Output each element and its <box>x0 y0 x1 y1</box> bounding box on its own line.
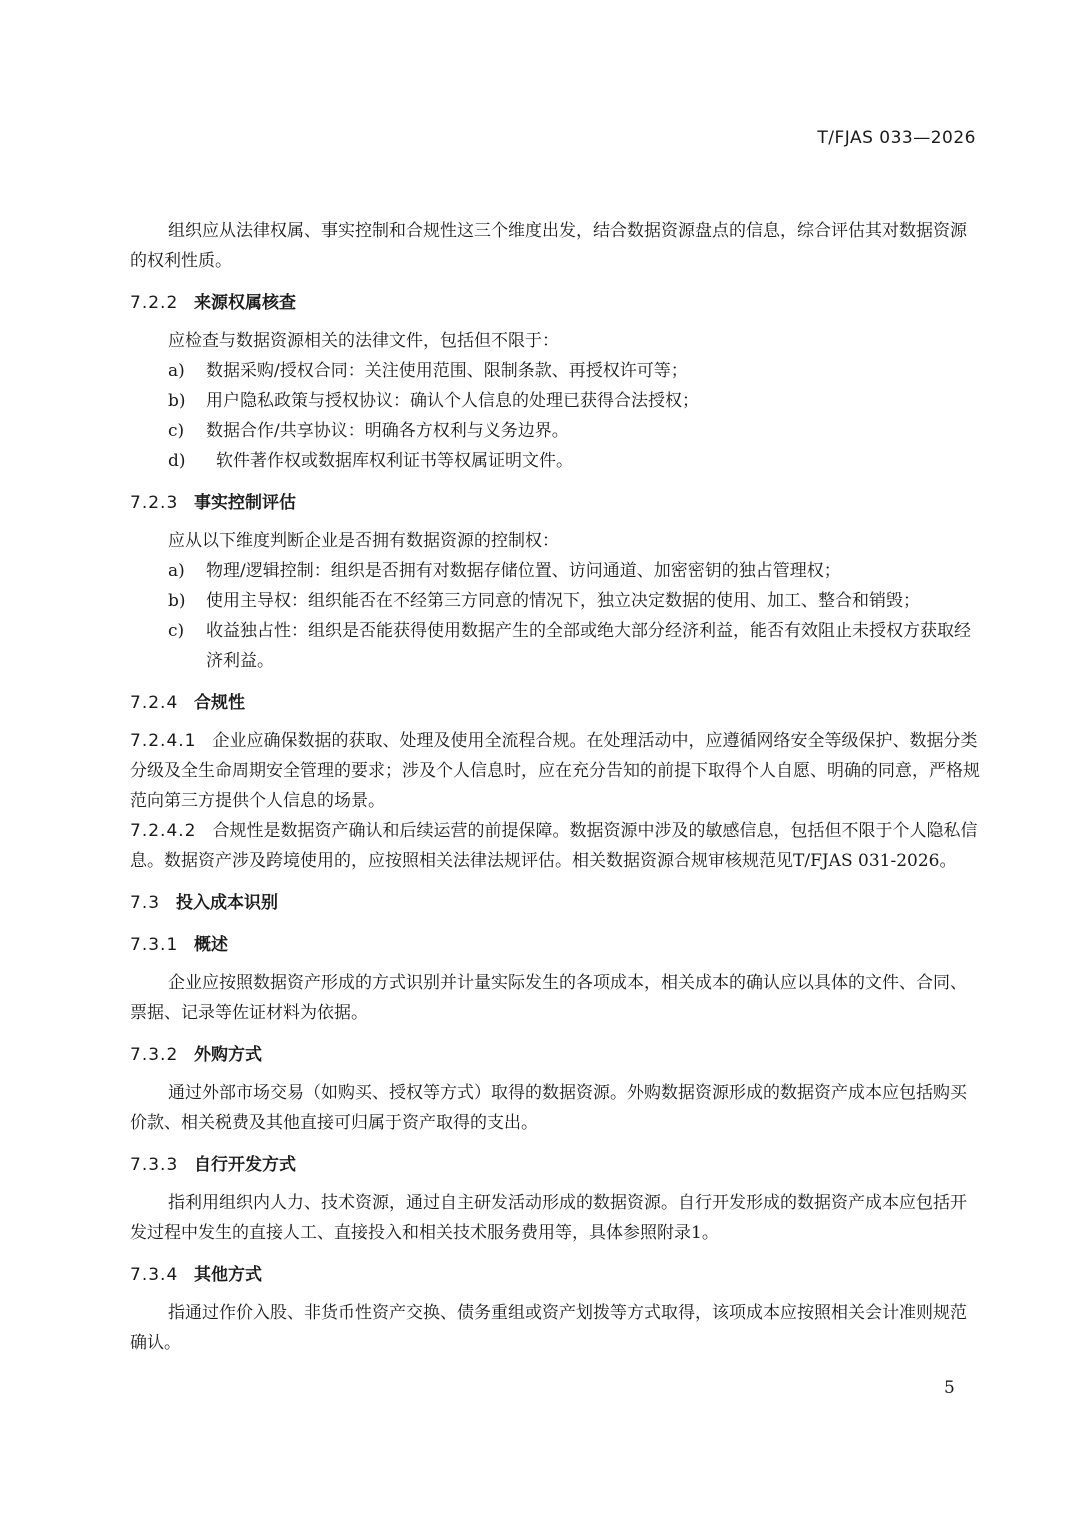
section-number: 7.2.3 <box>130 493 179 513</box>
section-number: 7.3.4 <box>130 1265 179 1285</box>
section-number: 7.2.2 <box>130 293 179 313</box>
section-number: 7.3.2 <box>130 1045 179 1065</box>
section-title: 外购方式 <box>194 1045 262 1065</box>
clause-7-2-4-1 <box>130 726 980 816</box>
section-heading-7-2-4 <box>130 688 980 718</box>
section-paragraph: 指利用组织内人力、技术资源，通过自主研发活动形成的数据资源。自行开发形成的数据资产成本应包括开发过程中发生的直接人工、直接投入和相关技术服务费用等，具体参照附录1。 <box>130 1193 967 1243</box>
section-title: 其他方式 <box>194 1265 262 1285</box>
list-marker: a) <box>168 561 185 581</box>
list-marker: c) <box>168 421 185 441</box>
list-item <box>130 416 980 446</box>
clause-number: 7.2.4.2 <box>130 821 197 841</box>
list-item <box>130 386 980 416</box>
list-marker: b) <box>168 591 186 611</box>
section-title: 自行开发方式 <box>194 1155 296 1175</box>
section-title: 投入成本识别 <box>176 893 278 913</box>
section-heading-7-3-4 <box>130 1260 980 1290</box>
clause-7-2-4-2 <box>130 816 980 876</box>
list-text: 软件著作权或数据库权利证书等权属证明文件。 <box>216 451 573 471</box>
section-heading-7-3-3 <box>130 1150 980 1180</box>
list-marker: d) <box>168 451 186 471</box>
section-number: 7.3 <box>130 893 161 913</box>
list-text: 收益独占性：组织是否能获得使用数据产生的全部或绝大部分经济利益，能否有效阻止未授权方获取经济利益。 <box>206 621 971 671</box>
list-item <box>130 556 980 586</box>
clause-text: 合规性是数据资产确认和后续运营的前提保障。数据资源中涉及的敏感信息，包括但不限于个人隐私信息。数据资产涉及跨境使用的，应按照相关法律法规评估。相关数据资源合规审核规范见T/FJAS 031-2026。 <box>130 821 978 871</box>
section-heading-7-2-3 <box>130 488 980 518</box>
list-item <box>130 586 980 616</box>
page-number: 5 <box>944 1378 955 1398</box>
section-paragraph: 企业应按照数据资产形成的方式识别并计量实际发生的各项成本，相关成本的确认应以具体的文件、合同、票据、记录等佐证材料为依据。 <box>130 973 967 1023</box>
intro-paragraph: 组织应从法律权属、事实控制和合规性这三个维度出发，结合数据资源盘点的信息，综合评估其对数据资源的权利性质。 <box>130 221 967 271</box>
section-paragraph: 指通过作价入股、非货币性资产交换、债务重组或资产划拨等方式取得，该项成本应按照相关会计准则规范确认。 <box>130 1303 967 1353</box>
clause-text: 企业应确保数据的获取、处理及使用全流程合规。在处理活动中，应遵循网络安全等级保护、数据分类分级及全生命周期安全管理的要求；涉及个人信息时，应在充分告知的前提下取得个人自愿、明确的同意，严格规范向第三方提供个人信息的场景。 <box>130 731 980 811</box>
section-title: 概述 <box>194 935 228 955</box>
list-item <box>130 446 980 476</box>
section-number: 7.2.4 <box>130 693 179 713</box>
section-number: 7.3.3 <box>130 1155 179 1175</box>
clause-number: 7.2.4.1 <box>130 731 197 751</box>
list-text: 用户隐私政策与授权协议：确认个人信息的处理已获得合法授权； <box>206 391 699 411</box>
section-heading-7-3-1 <box>130 930 980 960</box>
list-marker: c) <box>168 621 185 641</box>
section-heading-7-3 <box>130 888 980 918</box>
list-text: 数据采购/授权合同：关注使用范围、限制条款、再授权许可等； <box>206 361 688 381</box>
section-heading-7-2-2 <box>130 288 980 318</box>
section-title: 合规性 <box>194 693 245 713</box>
section-lead: 应检查与数据资源相关的法律文件，包括但不限于： <box>168 331 559 351</box>
section-lead: 应从以下维度判断企业是否拥有数据资源的控制权： <box>168 531 559 551</box>
document-body <box>130 216 980 1358</box>
list-item <box>130 616 980 676</box>
section-paragraph: 通过外部市场交易（如购买、授权等方式）取得的数据资源。外购数据资源形成的数据资产成本应包括购买价款、相关税费及其他直接可归属于资产取得的支出。 <box>130 1083 967 1133</box>
list-marker: a) <box>168 361 185 381</box>
list-marker: b) <box>168 391 186 411</box>
list-text: 物理/逻辑控制：组织是否拥有对数据存储位置、访问通道、加密密钥的独占管理权； <box>206 561 841 581</box>
section-number: 7.3.1 <box>130 935 179 955</box>
section-title: 事实控制评估 <box>194 493 296 513</box>
document-code: T/FJAS 033—2026 <box>817 128 976 148</box>
list-text: 使用主导权：组织能否在不经第三方同意的情况下，独立决定数据的使用、加工、整合和销毁； <box>206 591 920 611</box>
list-text: 数据合作/共享协议：明确各方权利与义务边界。 <box>206 421 569 441</box>
section-title: 来源权属核查 <box>194 293 296 313</box>
section-heading-7-3-2 <box>130 1040 980 1070</box>
list-item <box>130 356 980 386</box>
